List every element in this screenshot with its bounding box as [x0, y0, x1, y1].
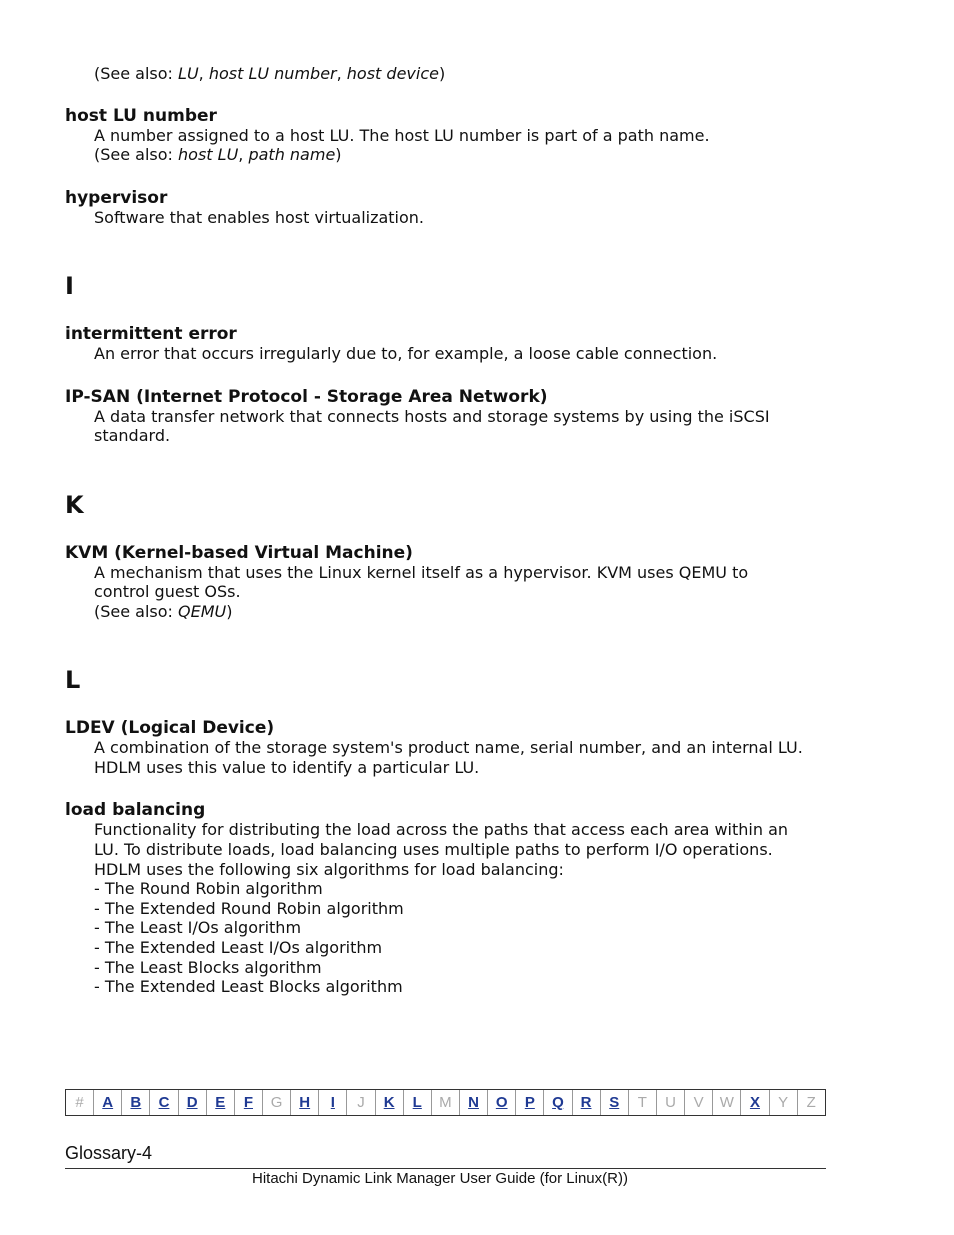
definition-line: Functionality for distributing the load across the paths that access each area within an: [94, 820, 789, 839]
definition-line: A data transfer network that connects hosts and storage systems by using the iSCSI: [94, 407, 770, 426]
section-letter-k: K: [65, 491, 84, 519]
see-also-link[interactable]: path name: [248, 145, 336, 164]
list-item: - The Round Robin algorithm: [94, 879, 323, 898]
alphabet-index-bar: [65, 1089, 826, 1116]
page-number: Glossary-4: [65, 1143, 153, 1163]
index-letter-x[interactable]: X: [740, 1090, 768, 1115]
definition-line: control guest OSs.: [94, 582, 241, 601]
index-letter-b[interactable]: B: [121, 1090, 149, 1115]
definition-line: Software that enables host virtualization.: [94, 208, 425, 227]
index-letter-d[interactable]: D: [178, 1090, 206, 1115]
definition-line: An error that occurs irregularly due to, for example, a loose cable connection.: [94, 344, 718, 363]
index-letter-e[interactable]: E: [206, 1090, 234, 1115]
glossary-term: load balancing: [65, 800, 206, 820]
see-also-link[interactable]: LU: [178, 64, 199, 83]
glossary-term: intermittent error: [65, 324, 237, 344]
list-item: - The Extended Least I/Os algorithm: [94, 938, 383, 957]
index-letter-w: W: [712, 1090, 740, 1115]
see-also-line: (See also: QEMU): [94, 602, 233, 621]
glossary-term: IP-SAN (Internet Protocol - Storage Area Network): [65, 387, 548, 407]
index-letter-s[interactable]: S: [600, 1090, 628, 1115]
index-letter-k[interactable]: K: [375, 1090, 403, 1115]
index-letter-c[interactable]: C: [149, 1090, 177, 1115]
index-letter-z: Z: [797, 1090, 825, 1115]
guide-title: Hitachi Dynamic Link Manager User Guide (for Linux(R)): [252, 1170, 628, 1187]
index-letter-y: Y: [769, 1090, 797, 1115]
index-letter-l[interactable]: L: [403, 1090, 431, 1115]
see-also-link[interactable]: host device: [346, 64, 439, 83]
list-item: - The Least Blocks algorithm: [94, 958, 322, 977]
list-item: - The Least I/Os algorithm: [94, 918, 302, 937]
section-letter-i: I: [65, 272, 74, 300]
section-letter-l: L: [65, 666, 81, 694]
definition-line: LU. To distribute loads, load balancing uses multiple paths to perform I/O operations.: [94, 840, 773, 859]
see-also-link[interactable]: host LU: [178, 145, 239, 164]
footer-divider: [65, 1168, 826, 1169]
index-letter-j: J: [346, 1090, 374, 1115]
index-letter-v: V: [684, 1090, 712, 1115]
index-letter-t: T: [628, 1090, 656, 1115]
see-also-line: (See also: LU, host LU number, host device): [94, 64, 446, 83]
definition-line: A combination of the storage system's product name, serial number, and an internal LU.: [94, 738, 803, 757]
glossary-term: KVM (Kernel-based Virtual Machine): [65, 543, 413, 563]
index-letter-m: M: [431, 1090, 459, 1115]
see-also-line: (See also: host LU, path name): [94, 145, 342, 164]
index-letter-hash: #: [75, 1094, 84, 1111]
definition-line: HDLM uses this value to identify a particular LU.: [94, 758, 480, 777]
see-also-link[interactable]: host LU number: [208, 64, 337, 83]
definition-line: HDLM uses the following six algorithms for load balancing:: [94, 860, 564, 879]
index-letter-n[interactable]: N: [459, 1090, 487, 1115]
index-letter-o[interactable]: O: [487, 1090, 515, 1115]
glossary-term: LDEV (Logical Device): [65, 718, 275, 738]
definition-line: standard.: [94, 426, 171, 445]
index-letter-f[interactable]: F: [234, 1090, 262, 1115]
index-letter-i[interactable]: I: [318, 1090, 346, 1115]
glossary-term: hypervisor: [65, 188, 168, 208]
index-letter-r[interactable]: R: [572, 1090, 600, 1115]
definition-line: A mechanism that uses the Linux kernel itself as a hypervisor. KVM uses QEMU to: [94, 563, 749, 582]
index-letter-u: U: [656, 1090, 684, 1115]
index-letter-q[interactable]: Q: [543, 1090, 571, 1115]
list-item: - The Extended Round Robin algorithm: [94, 899, 404, 918]
index-letter-p[interactable]: P: [515, 1090, 543, 1115]
index-letter-g: G: [262, 1090, 290, 1115]
index-letter-a[interactable]: A: [93, 1090, 121, 1115]
see-also-link[interactable]: QEMU: [178, 602, 227, 621]
index-letter-h[interactable]: H: [290, 1090, 318, 1115]
definition-line: A number assigned to a host LU. The host LU number is part of a path name.: [94, 126, 710, 145]
list-item: - The Extended Least Blocks algorithm: [94, 977, 403, 996]
glossary-term: host LU number: [65, 106, 217, 126]
